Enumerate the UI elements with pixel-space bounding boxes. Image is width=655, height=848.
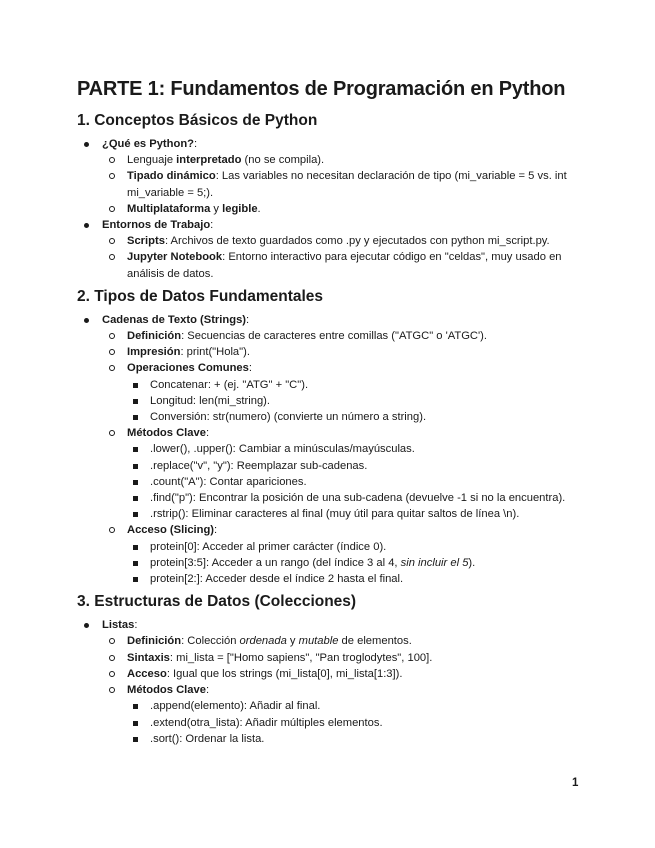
page-title: PARTE 1: Fundamentos de Programación en Python [77, 78, 566, 100]
list-item: Entornos de Trabajo: Scripts: Archivos de texto guardados como .py y ejecutados con python mi_script.py. Jupyter Notebook: Entorno interactivo para ejecutar código en "celdas", muy usado en análisis de datos. [77, 217, 582, 282]
list-item: .find("p"): Encontrar la posición de una sub-cadena (devuelve -1 si no la encuentra). [129, 490, 582, 506]
list-item: Acceso: Igual que los strings (mi_lista[0], mi_lista[1:3]). [104, 666, 582, 682]
list-item: Métodos Clave: .append(elemento): Añadir al final. .extend(otra_lista): Añadir múltiples elementos. .sort(): Ordenar la lista. [104, 682, 582, 747]
section-heading-1: 1. Conceptos Básicos de Python [77, 112, 318, 129]
list-item: Operaciones Comunes: Concatenar: + (ej. "ATG" + "C"). Longitud: len(mi_string). Conversión: str(numero) (convierte un número a string). [104, 360, 582, 425]
list-item: Lenguaje interpretado (no se compila). [104, 152, 582, 168]
list-item: Definición: Colección ordenada y mutable de elementos. [104, 633, 582, 649]
list-item: .replace("v", "y"): Reemplazar sub-cadenas. [129, 458, 582, 474]
list-item: Acceso (Slicing): protein[0]: Acceder al primer carácter (índice 0). protein[3:5]: Acceder a un rango (del índice 3 al 4, sin incluir el 5). protein[2:]: Acceder desde el índice 2 hasta el final. [104, 522, 582, 587]
list-item: protein[2:]: Acceder desde el índice 2 hasta el final. [129, 571, 582, 587]
list-item: Scripts: Archivos de texto guardados como .py y ejecutados con python mi_script.py. [104, 233, 582, 249]
list-item: protein[3:5]: Acceder a un rango (del índice 3 al 4, sin incluir el 5). [129, 555, 582, 571]
list-item: Métodos Clave: .lower(), .upper(): Cambiar a minúsculas/mayúsculas. .replace("v", "y"): Reemplazar sub-cadenas. .count("A"): Contar apariciones. .find("p"): Encontrar la posición de una sub-cadena (devuelve -1 si no la encuentra). .rstrip(): Eliminar caracteres al final (muy útil para quitar saltos de línea \n). [104, 425, 582, 522]
list-item: Definición: Secuencias de caracteres entre comillas ("ATGC" o 'ATGC'). [104, 328, 582, 344]
list-item: Concatenar: + (ej. "ATG" + "C"). [129, 377, 582, 393]
list-item: .append(elemento): Añadir al final. [129, 698, 582, 714]
list-item: Multiplataforma y legible. [104, 201, 582, 217]
bullet-list [77, 136, 582, 282]
section-heading-3: 3. Estructuras de Datos (Colecciones) [77, 593, 357, 611]
list-item: Listas: Definición: Colección ordenada y mutable de elementos. Sintaxis: mi_lista = ["Homo sapiens", "Pan troglodytes", 100]. Acceso: Igual que los strings (mi_lista[0], mi_lista[1:3]). Métodos Clave: .append(elemento): Añadir al final. .extend(otra_lista): Añadir múltiples elementos. .sort(): Ordenar la lista. [77, 617, 582, 747]
list-item: .extend(otra_lista): Añadir múltiples elementos. [129, 715, 582, 731]
document-page [77, 76, 582, 747]
list-item: Tipado dinámico: Las variables no necesitan declaración de tipo (mi_variable = 5 vs. int mi_variable = 5;). [104, 168, 582, 200]
list-item: Conversión: str(numero) (convierte un número a string). [129, 409, 582, 425]
bullet-list [77, 312, 582, 587]
list-item: Jupyter Notebook: Entorno interactivo para ejecutar código en "celdas", muy usado en análisis de datos. [104, 249, 582, 281]
section-heading-2: 2. Tipos de Datos Fundamentales [77, 287, 324, 305]
list-item: ¿Qué es Python?: Lenguaje interpretado (no se compila). Tipado dinámico: Las variables no necesitan declaración de tipo (mi_variable = 5 vs. int mi_variable = 5;). Multiplataforma y legible. [77, 136, 582, 217]
list-item: protein[0]: Acceder al primer carácter (índice 0). [129, 539, 582, 555]
list-item: Longitud: len(mi_string). [129, 393, 582, 409]
list-item: .sort(): Ordenar la lista. [129, 731, 582, 747]
page-number: 1 [572, 777, 579, 789]
list-item: Impresión: print("Hola"). [104, 344, 582, 360]
bullet-list [77, 617, 582, 747]
list-item: .count("A"): Contar apariciones. [129, 474, 582, 490]
list-item: .lower(), .upper(): Cambiar a minúsculas/mayúsculas. [129, 441, 582, 457]
list-item: Cadenas de Texto (Strings): Definición: Secuencias de caracteres entre comillas ("ATGC" o 'ATGC'). Impresión: print("Hola"). Operaciones Comunes: Concatenar: + (ej. "ATG" + "C"). Longitud: len(mi_string). Conversión: str(numero) (convierte un número a string). Métodos Clave: .lower(), .upper(): Cambiar a minúsculas/mayúsculas. .replace("v", "y"): Reemplazar sub-cadenas. .count("A"): Contar apariciones. .find("p"): Encontrar la posición de una sub-cadena (devuelve -1 si no la encuentra). .rstrip(): Eliminar caracteres al final (muy útil para quitar saltos de línea \n). Acceso (Slicing): protein[0]: Acceder al primer carácter (índice 0). protein[3:5]: Acceder a un rango (del índice 3 al 4, sin incluir el 5). protein[2:]: Acceder desde el índice 2 hasta el final. [77, 312, 582, 587]
list-item: .rstrip(): Eliminar caracteres al final (muy útil para quitar saltos de línea \n). [129, 506, 582, 522]
list-item: Sintaxis: mi_lista = ["Homo sapiens", "Pan troglodytes", 100]. [104, 650, 582, 666]
